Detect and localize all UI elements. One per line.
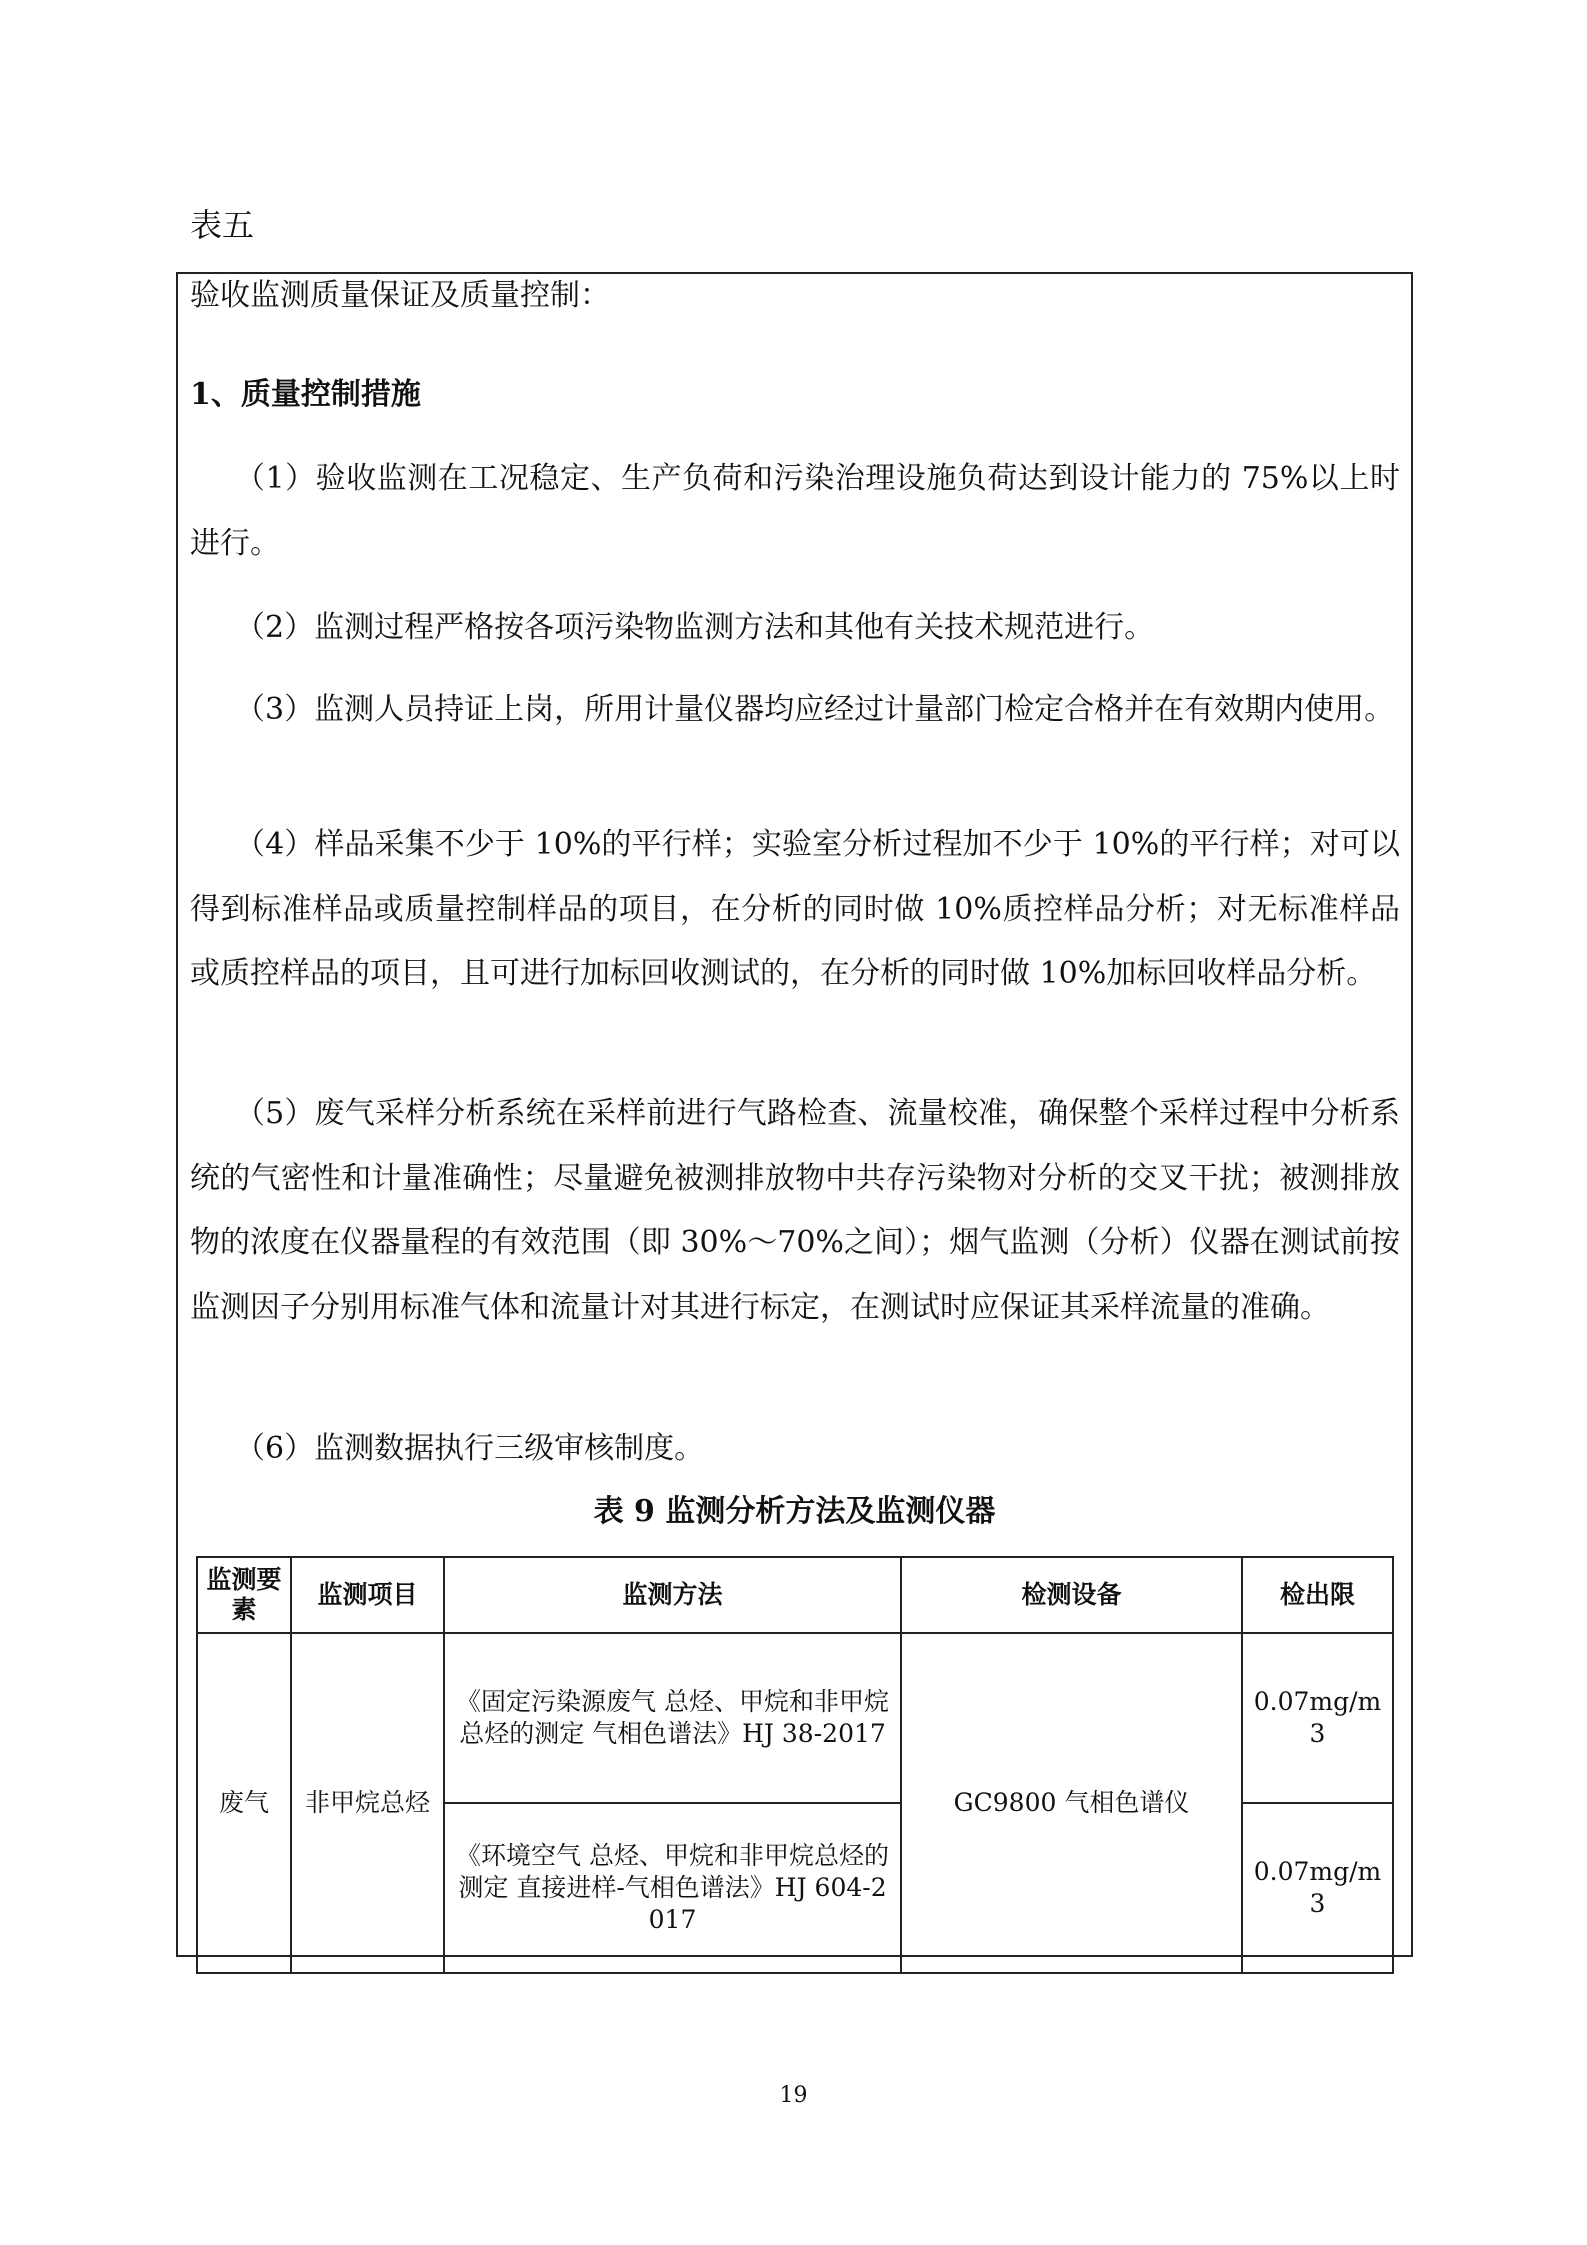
header-element: 监测要素 (197, 1557, 291, 1633)
cell-method: 《固定污染源废气 总烃、甲烷和非甲烷总烃的测定 气相色谱法》HJ 38-2017 (444, 1633, 901, 1803)
section-label: 表五 (190, 206, 255, 244)
intro-text: 验收监测质量保证及质量控制： (190, 278, 610, 313)
cell-method: 《环境空气 总烃、甲烷和非甲烷总烃的测定 直接进样-气相色谱法》HJ 604-2017 (444, 1803, 901, 1973)
cell-equipment: GC9800 气相色谱仪 (901, 1633, 1242, 1973)
paragraph-5: （5）废气采样分析系统在采样前进行气路检查、流量校准，确保整个采样过程中分析系统的气密性和计量准确性；尽量避免被测排放物中共存污染物对分析的交叉干扰；被测排放物的浓度在仪器量程的有效范围（即 30%～70%之间）；烟气监测（分析）仪器在测试前按监测因子分别用标准气体和流量计对其进行标定，在测试时应保证其采样流量的准确。 (190, 1096, 1400, 1325)
cell-limit: 0.07mg/m3 (1242, 1633, 1393, 1803)
paragraph-4: （4）样品采集不少于 10%的平行样；实验室分析过程加不少于 10%的平行样；对可以得到标准样品或质量控制样品的项目，在分析的同时做 10%质控样品分析；对无标准样品或质控样品的项目，且可进行加标回收测试的，在分析的同时做 10%加标回收样品分析。 (190, 827, 1400, 991)
paragraph-2: （2）监测过程严格按各项污染物监测方法和其他有关技术规范进行。 (235, 610, 1155, 645)
table-caption: 表 9 监测分析方法及监测仪器 (593, 1494, 996, 1529)
table-header-row (197, 1557, 1393, 1633)
header-equipment: 检测设备 (901, 1557, 1242, 1633)
header-limit: 检出限 (1242, 1557, 1393, 1633)
page-number: 19 (779, 2083, 808, 2108)
cell-item: 非甲烷总烃 (291, 1633, 444, 1973)
table-row (197, 1633, 1393, 1803)
paragraph-6: （6）监测数据执行三级审核制度。 (235, 1431, 705, 1466)
cell-limit: 0.07mg/m3 (1242, 1803, 1393, 1973)
header-method: 监测方法 (444, 1557, 901, 1633)
paragraph-1: （1）验收监测在工况稳定、生产负荷和污染治理设施负荷达到设计能力的 75%以上时进行。 (190, 461, 1400, 561)
header-item: 监测项目 (291, 1557, 444, 1633)
monitoring-methods-table (196, 1556, 1394, 1974)
quality-control-heading: 1、质量控制措施 (190, 377, 421, 412)
paragraph-3: （3）监测人员持证上岗，所用计量仪器均应经过计量部门检定合格并在有效期内使用。 (235, 692, 1395, 727)
cell-element: 废气 (197, 1633, 291, 1973)
